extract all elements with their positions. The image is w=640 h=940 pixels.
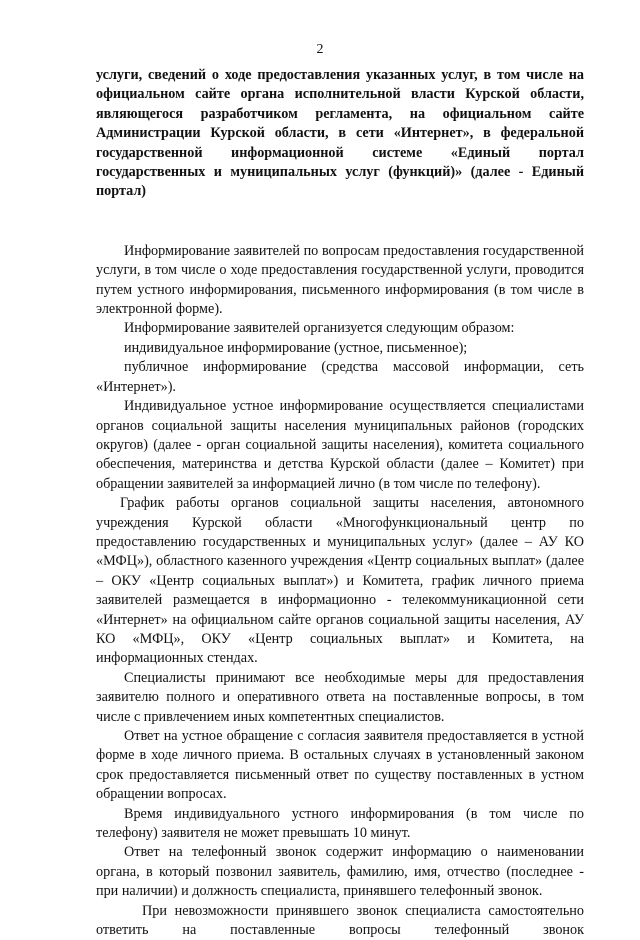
paragraph: Ответ на телефонный звонок содержит информацию о наименовании органа, в который позвонил заявитель, фамилию, имя, отчество (последнее - при наличии) и должность специалиста, принявшего телефонный звонок. [96,844,584,900]
paragraph: Ответ на устное обращение с согласия заявителя предоставляется в устной форме в ходе личного приема. В остальных случаях в установленный законом срок предоставляется письменный ответ по существу поставленных в устном обращении вопросах. [96,728,584,803]
paragraph: Специалисты принимают все необходимые меры для предоставления заявителю полного и оперативного ответа на поставленные вопросы, в том числе с привлечением иных компетентных специалистов. [96,669,584,725]
section-heading: услуги, сведений о ходе предоставления указанных услуг, в том числе на официальном сайте органа исполнительной власти Курской области, являющегося разработчиком регламента, на официальном сайте Администрации Курской области, в сети «Интернет», в федеральной государственной информационной системе «Единый портал государственных и муниципальных услуг (функций)» (далее - Единый портал) [96,67,584,200]
paragraph: Информирование заявителей организуется следующим образом: [124,320,515,337]
paragraph: Индивидуальное устное информирование осуществляется специалистами органов социальной защиты населения муниципальных районов (городских округов) (далее - орган социальной защиты населения), комитета социального обеспечения, материнства и детства Курской области (далее – Комитет) при обращении заявителей за информацией лично (в том числе по телефону). [96,398,584,492]
page-number: 2 [316,42,324,57]
document-body [96,66,584,940]
paragraph: Время индивидуального устного информирования (в том числе по телефону) заявителя не может превышать 10 минут. [96,805,584,842]
paragraph: При невозможности принявшего звонок специалиста самостоятельно ответить на поставленные вопросы телефонный звонок [96,902,584,939]
paragraph: индивидуальное информирование (устное, письменное); [124,339,468,356]
paragraph: публичное информирование (средства массовой информации, сеть «Интернет»). [96,359,584,395]
paragraph: Информирование заявителей по вопросам предоставления государственной услуги, в том числе о ходе предоставления государственной услуги, проводится путем устного информирования, письменного информирования (в том числе в электронной форме). [96,242,584,318]
paragraph: График работы органов социальной защиты населения, автономного учреждения Курской области «Многофункциональный центр по предоставлению государственных и муниципальных услуг» (далее – АУ КО «МФЦ»), областного казенного учреждения «Центр социальных выплат» (далее – ОКУ «Центр социальных выплат») и Комитета, график личного приема заявителей размещается в информационно - телекоммуникационной сети «Интернет» на официальном сайте органов социальной защиты населения, АУ КО «МФЦ», ОКУ «Центр социальных выплат» и Комитета, на информационных стендах. [96,495,584,667]
